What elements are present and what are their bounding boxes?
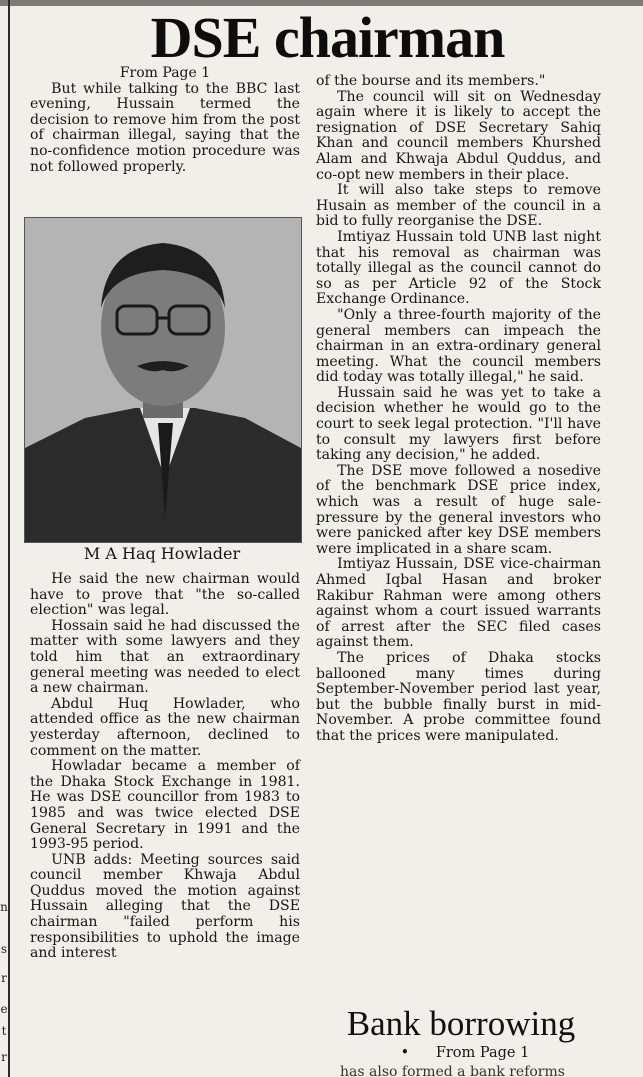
second-article-partial: has also formed a bank reforms (340, 1064, 565, 1077)
margin-fragment: n (0, 900, 8, 914)
second-from-page-label: From Page 1 (435, 1045, 530, 1061)
paragraph: The DSE move followed a nosedive of the benchmark DSE price index, which was a result of huge sale-pressure by the general investors who were panicked after key DSE members were implicated in a share scam. (316, 462, 601, 557)
paragraph: It will also take steps to remove Husain as member of the council in a bid to fully reorganise the DSE. (316, 182, 601, 230)
paragraph: "Only a three-fourth majority of the general members can impeach the chairman in an extra-ordinary general meeting. What the council members did today was totally illegal," he said. (316, 306, 601, 386)
column-2 (316, 74, 601, 745)
margin-fragment: e (0, 1002, 8, 1016)
margin-fragment: r (1, 1050, 7, 1064)
column-1-bottom (30, 572, 300, 962)
paragraph: Abdul Huq Howlader, who attended office as the new chairman yesterday afternoon, declined to comment on the matter. (30, 695, 300, 759)
paragraph: Hossain said he had discussed the matter with some lawyers and they told him that an extraordinary general meeting was needed to elect a new chairman. (30, 617, 300, 697)
paragraph: He said the new chairman would have to prove that "the so-called election" was legal. (30, 571, 300, 619)
second-headline: Bank borrowing (346, 1004, 576, 1043)
margin-fragment: r (1, 971, 7, 985)
bullet: • (400, 1045, 410, 1061)
from-page-label: From Page 1 (119, 65, 211, 81)
paragraph: Imtiyaz Hussain told UNB last night that his removal as chairman was totally illegal as the council cannot do so as per Article 92 of the Stock Exchange Ordinance. (316, 228, 601, 308)
column-1-top (30, 66, 300, 175)
paragraph: The council will sit on Wednesday again where it is likely to accept the resignation of DSE Secretary Sahiq Khan and council members Khurshed Alam and Khwaja Abdul Quddus, and co-opt new members in their place. (316, 88, 601, 183)
paragraph: The prices of Dhaka stocks ballooned many times during September-November period last year, but the bubble finally burst in mid-November. A probe committee found that the prices were manipulated. (316, 649, 601, 744)
paragraph: of the bourse and its members." (316, 73, 546, 89)
paragraph: UNB adds: Meeting sources said council member Khwaja Abdul Quddus moved the motion against Hussain alleging that the DSE chairman "failed perform his responsibilities to uphold the image and interest (30, 851, 300, 962)
second-from-page (340, 1045, 590, 1061)
portrait-photo (24, 217, 302, 543)
portrait-illustration (25, 218, 301, 542)
column-rule (8, 0, 10, 1077)
photo-caption: M A Haq Howlader (83, 544, 241, 563)
margin-fragment: t (1, 1024, 7, 1038)
headline: DSE chairman (150, 5, 505, 70)
paragraph: Hussain said he was yet to take a decision whether he would go to the court to seek legal protection. "I'll have to consult my lawyers first before taking any decision," he added. (316, 384, 601, 464)
paragraph: Howladar became a member of the Dhaka Stock Exchange in 1981. He was DSE councillor from 1983 to 1985 and was twice elected DSE General Secretary in 1991 and the 1993-95 period. (30, 758, 300, 853)
paragraph: Imtiyaz Hussain, DSE vice-chairman Ahmed Iqbal Hasan and broker Rakibur Rahman were among others against whom a court issued warrants of arrest after the SEC filed cases against them. (316, 556, 601, 651)
paragraph: But while talking to the BBC last evening, Hussain termed the decision to remove him from the post of chairman illegal, saying that the no-confidence motion procedure was not followed properly. (30, 80, 300, 175)
margin-fragment: s (0, 942, 8, 956)
